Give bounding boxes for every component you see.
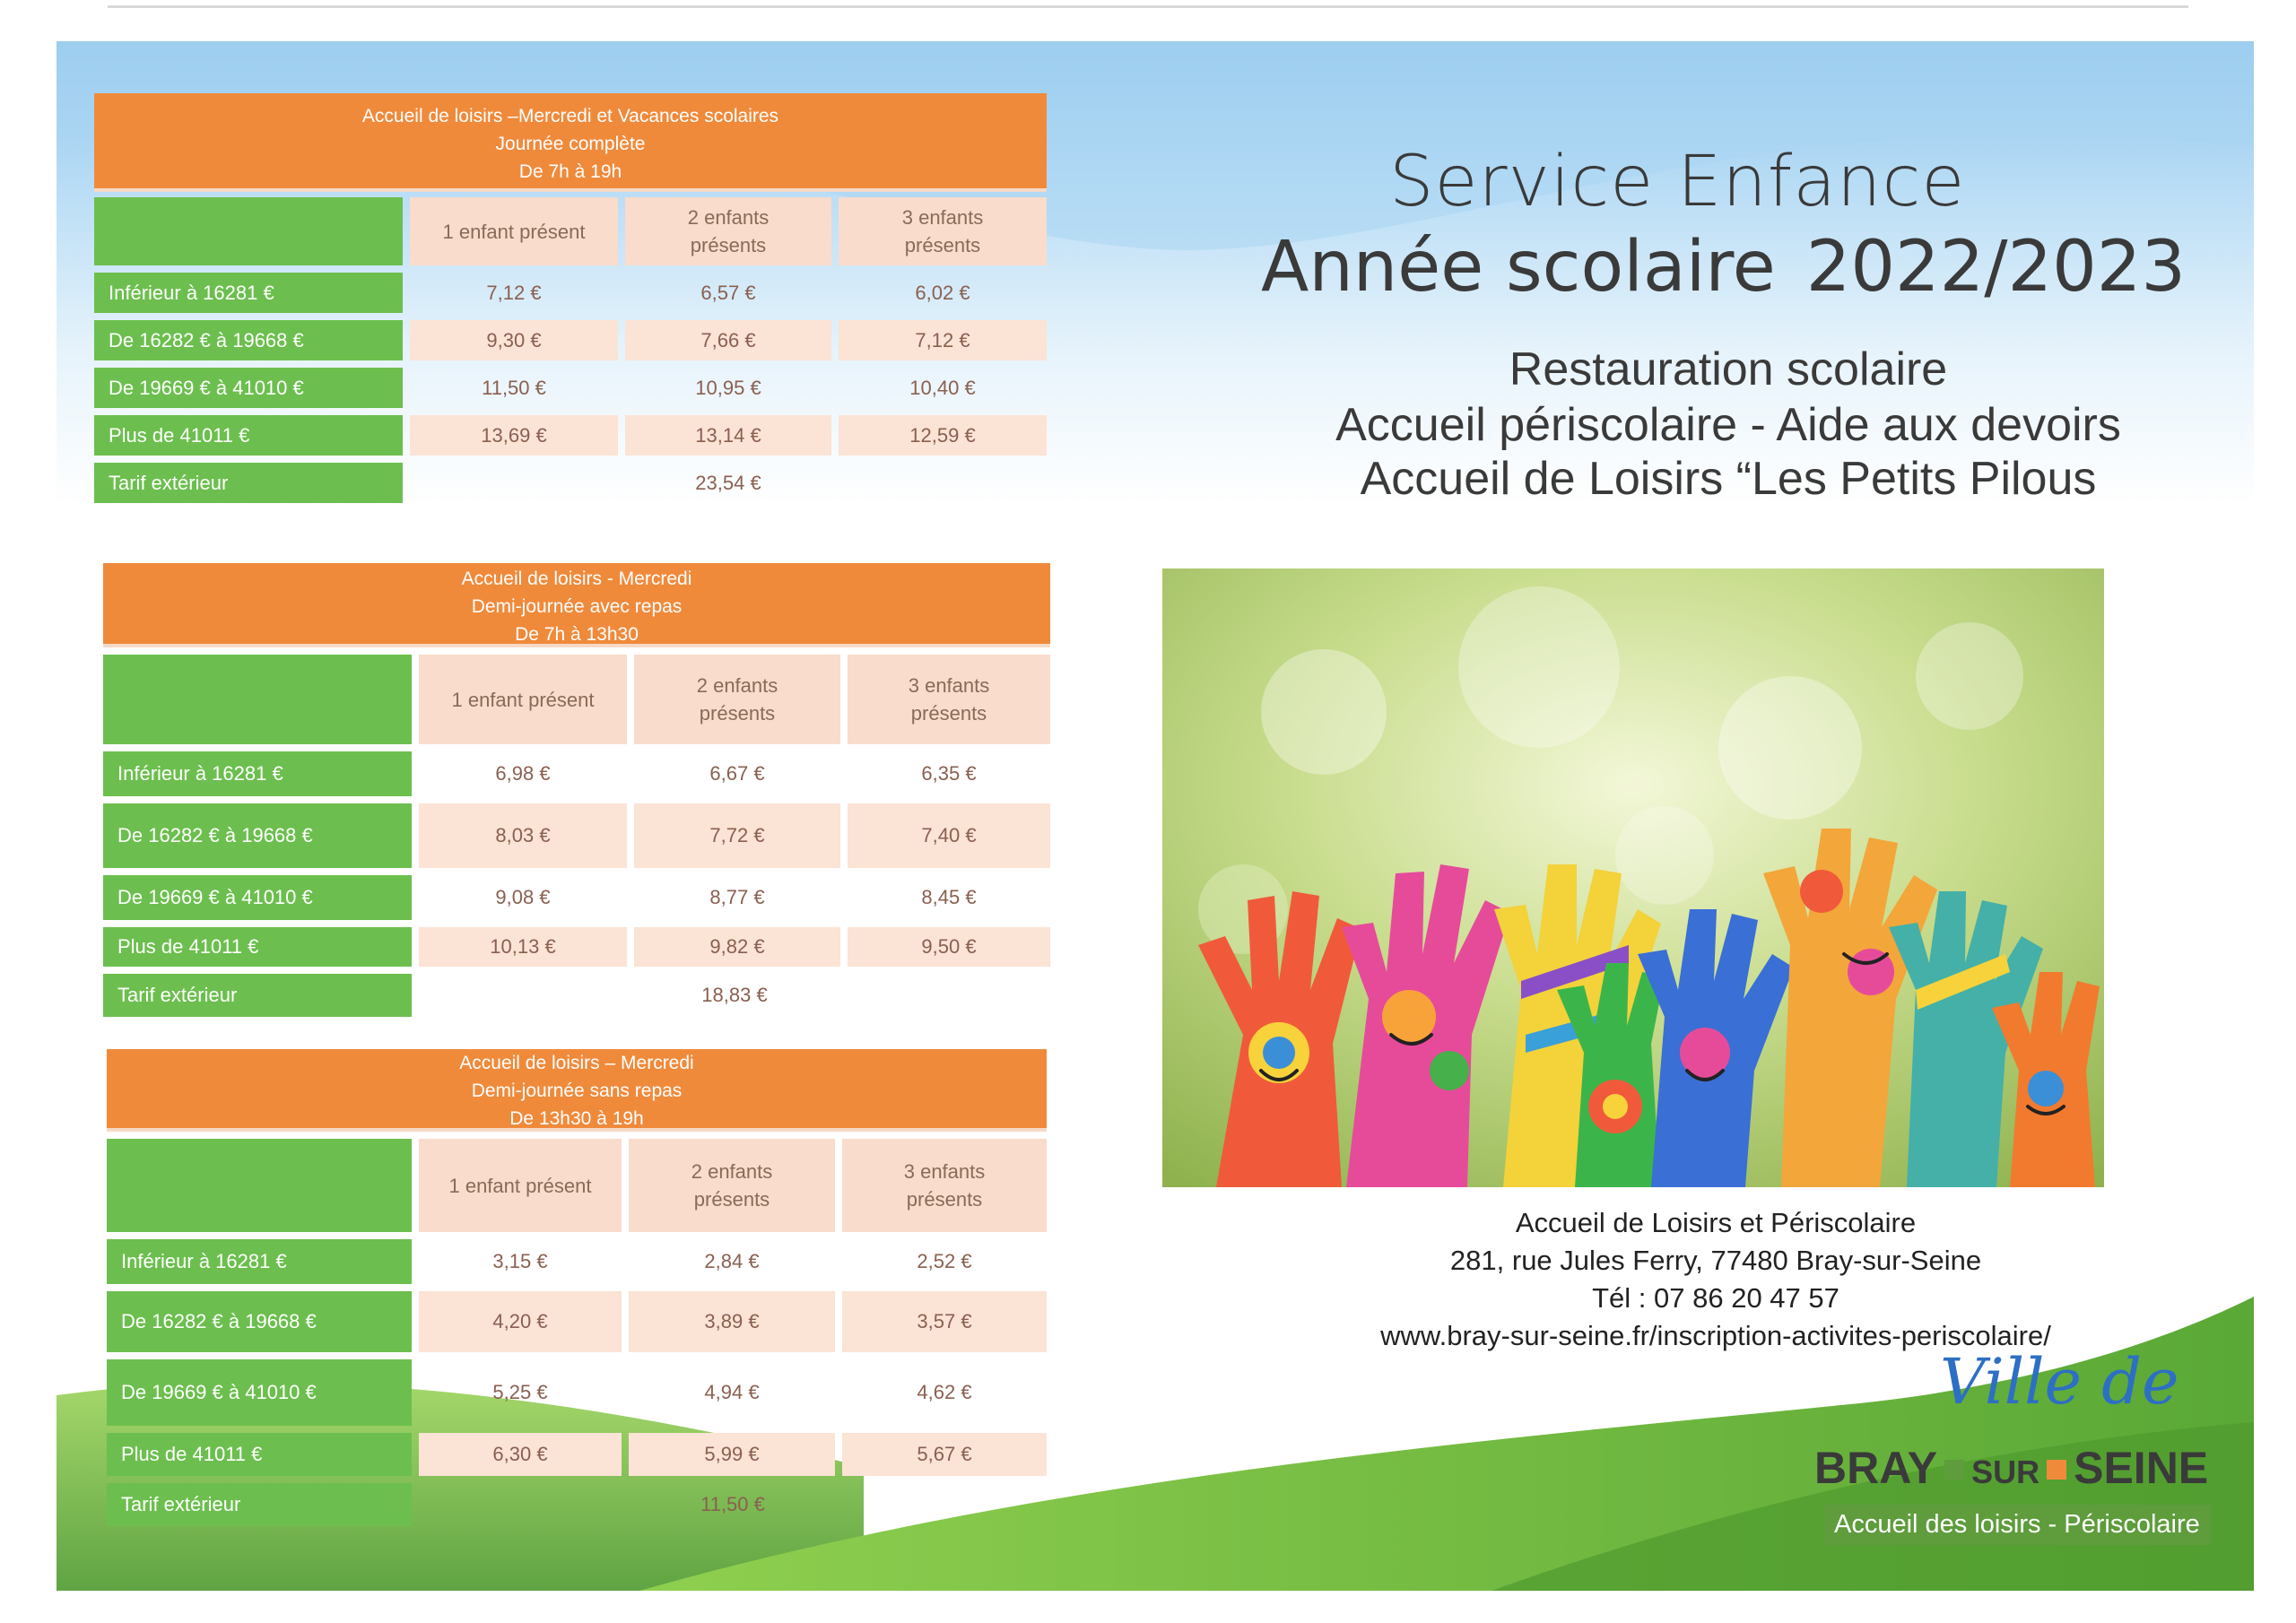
table-header-banner bbox=[103, 563, 1050, 647]
contact-address: 281, rue Jules Ferry, 77480 Bray-sur-Seine bbox=[1449, 1245, 1982, 1276]
price-cell: 7,72 € bbox=[634, 803, 840, 868]
price-cell: 13,69 € bbox=[410, 415, 618, 456]
row-label-exterior: Tarif extérieur bbox=[94, 463, 403, 503]
contact-name: Accueil de Loisirs et Périscolaire bbox=[1515, 1207, 1917, 1238]
price-cell: 9,82 € bbox=[634, 927, 840, 967]
price-cell: 9,30 € bbox=[410, 320, 618, 360]
row-label: Inférieur à 16281 € bbox=[107, 1239, 412, 1284]
row-label: De 19669 € à 41010 € bbox=[107, 1359, 412, 1426]
painted-hands-illustration bbox=[1162, 568, 2104, 1187]
table-corner bbox=[103, 655, 412, 744]
price-cell: 11,50 € bbox=[482, 376, 546, 399]
price-cell: 8,45 € bbox=[921, 886, 977, 908]
price-cell: 6,67 € bbox=[709, 762, 765, 785]
page-title: Service Enfance bbox=[1389, 142, 1966, 222]
school-year-label: Année scolaire bbox=[1261, 227, 1776, 308]
price-cell: 9,50 € bbox=[848, 927, 1050, 967]
table-hours: De 7h à 13h30 bbox=[515, 624, 639, 645]
price-cell: 3,57 € bbox=[842, 1291, 1047, 1352]
price-cell: 9,08 € bbox=[495, 886, 551, 908]
column-header: 3 enfants présents bbox=[839, 197, 1047, 265]
poster bbox=[57, 41, 2254, 1591]
price-cell: 2,52 € bbox=[917, 1250, 972, 1272]
table-hours: De 7h à 19h bbox=[518, 161, 622, 182]
service-line: Restauration scolaire bbox=[1509, 343, 1948, 395]
price-cell: 6,98 € bbox=[495, 762, 551, 785]
price-cell: 7,12 € bbox=[839, 320, 1047, 360]
row-label: De 16282 € à 19668 € bbox=[103, 803, 412, 868]
price-cell: 7,12 € bbox=[486, 281, 542, 304]
row-label-exterior: Tarif extérieur bbox=[107, 1483, 412, 1526]
table-subtitle: Demi-journée avec repas bbox=[471, 596, 683, 617]
table-corner bbox=[107, 1139, 412, 1232]
table-title: Accueil de loisirs –Mercredi et Vacances scolaires bbox=[361, 106, 779, 126]
column-header: 2 enfants présents bbox=[625, 197, 831, 265]
row-label: Inférieur à 16281 € bbox=[94, 273, 403, 313]
price-cell: 10,13 € bbox=[419, 927, 627, 967]
price-cell: 10,95 € bbox=[695, 376, 761, 399]
column-header: 1 enfant présent bbox=[410, 197, 618, 265]
row-label: Plus de 41011 € bbox=[103, 927, 412, 967]
column-header: 2 enfants présents bbox=[629, 1139, 835, 1232]
price-cell: 5,99 € bbox=[629, 1433, 835, 1476]
price-cell: 6,02 € bbox=[915, 281, 970, 304]
price-cell: 4,94 € bbox=[704, 1381, 760, 1403]
logo-bray: BRAY bbox=[1814, 1443, 1938, 1493]
row-label: Plus de 41011 € bbox=[94, 415, 403, 456]
service-line: Accueil périscolaire - Aide aux devoirs bbox=[1335, 399, 2121, 451]
price-cell: 13,14 € bbox=[625, 415, 831, 456]
column-header: 2 enfants présents bbox=[634, 655, 840, 744]
logo-ville-script: Ville de bbox=[1940, 1345, 2179, 1419]
green-square-icon bbox=[1944, 1460, 1964, 1480]
column-header: 1 enfant présent bbox=[419, 1139, 622, 1232]
table-subtitle: Journée complète bbox=[495, 134, 646, 154]
price-cell: 3,15 € bbox=[492, 1250, 548, 1272]
orange-square-icon bbox=[2047, 1460, 2066, 1480]
table-header-banner bbox=[94, 93, 1047, 192]
painted-hands-photo bbox=[1162, 568, 2104, 1187]
price-cell: 12,59 € bbox=[839, 415, 1047, 456]
row-label: De 19669 € à 41010 € bbox=[103, 875, 412, 920]
service-line: Accueil de Loisirs “Les Petits Pilous bbox=[1360, 453, 2097, 505]
contact-phone: Tél : 07 86 20 47 57 bbox=[1592, 1282, 1839, 1314]
price-cell: 5,25 € bbox=[492, 1381, 548, 1403]
school-year bbox=[1261, 227, 2186, 308]
price-cell: 8,77 € bbox=[709, 886, 765, 908]
row-label-exterior: Tarif extérieur bbox=[103, 974, 412, 1017]
table-title: Accueil de loisirs - Mercredi bbox=[461, 568, 692, 589]
table-subtitle: Demi-journée sans repas bbox=[471, 1081, 683, 1101]
price-cell: 6,35 € bbox=[921, 762, 977, 785]
logo-sur: SUR bbox=[1971, 1454, 2040, 1490]
row-label: Plus de 41011 € bbox=[107, 1433, 412, 1476]
table-hours: De 13h30 à 19h bbox=[509, 1108, 644, 1129]
price-cell-exterior: 18,83 € bbox=[701, 984, 768, 1006]
logo-subtitle: Accueil des loisirs - Périscolaire bbox=[1823, 1505, 2211, 1545]
price-cell: 8,03 € bbox=[419, 803, 627, 868]
row-label: De 16282 € à 19668 € bbox=[94, 320, 403, 360]
price-cell: 10,40 € bbox=[909, 376, 976, 399]
logo-town-name bbox=[1814, 1442, 2208, 1494]
row-label: De 19669 € à 41010 € bbox=[94, 368, 403, 408]
price-cell: 5,67 € bbox=[842, 1433, 1047, 1476]
column-header: 3 enfants présents bbox=[848, 655, 1050, 744]
row-label: Inférieur à 16281 € bbox=[103, 751, 412, 796]
price-cell: 7,40 € bbox=[848, 803, 1050, 868]
town-logo bbox=[1814, 1345, 2209, 1587]
scan-edge bbox=[108, 5, 2188, 8]
price-cell: 4,20 € bbox=[419, 1291, 622, 1352]
column-header: 3 enfants présents bbox=[842, 1139, 1047, 1232]
price-cell: 3,89 € bbox=[629, 1291, 835, 1352]
contact-url[interactable]: www.bray-sur-seine.fr/inscription-activites-periscolaire/ bbox=[1380, 1320, 2051, 1351]
price-cell: 7,66 € bbox=[625, 320, 831, 360]
column-header: 1 enfant présent bbox=[419, 655, 627, 744]
price-cell: 4,62 € bbox=[917, 1381, 972, 1403]
logo-seine: SEINE bbox=[2074, 1443, 2209, 1493]
price-cell-exterior: 11,50 € bbox=[700, 1493, 765, 1515]
row-label: De 16282 € à 19668 € bbox=[107, 1291, 412, 1352]
price-cell: 6,57 € bbox=[700, 281, 756, 304]
price-cell: 2,84 € bbox=[704, 1250, 760, 1272]
table-title: Accueil de loisirs – Mercredi bbox=[459, 1053, 694, 1073]
table-header-banner bbox=[107, 1049, 1047, 1132]
table-corner bbox=[94, 197, 403, 265]
price-cell-exterior: 23,54 € bbox=[695, 471, 761, 494]
school-year-value: 2022/2023 bbox=[1805, 227, 2187, 308]
price-cell: 6,30 € bbox=[419, 1433, 622, 1476]
